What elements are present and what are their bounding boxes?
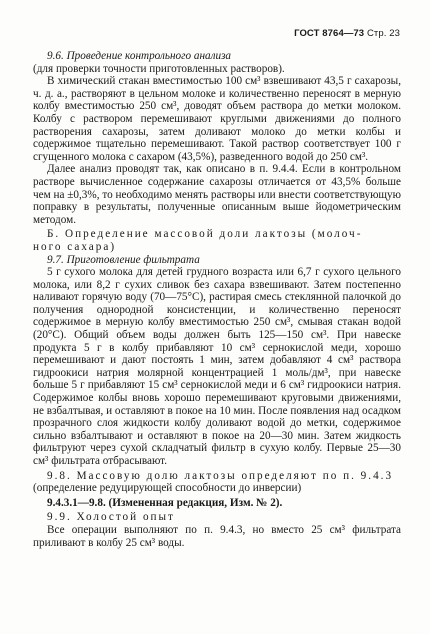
section-9-8-title: 9.8. Массовую долю лактозы определяют по п. 9.4.3 bbox=[47, 469, 394, 482]
section-9-6-title: 9.6. Проведение контрольного анализа bbox=[47, 50, 232, 62]
section-9-9-title: 9.9. Холостой опыт bbox=[47, 511, 175, 524]
section-9-8-subtitle: (определение редуцирующей способности до инверсии) bbox=[33, 482, 302, 495]
section-9-6-paragraph-2: Далее анализ проводят так, как описано в п. 9.4.4. Если в контрольном растворе вычисленное содержание сахарозы отличается от 43,5% больше чем на ±0,3%, то необходимо менять растворы или внести соответствующую поправку в результаты, полученные описанным выше йодометрическим методом. bbox=[33, 163, 401, 226]
page-number: Стр. 23 bbox=[366, 28, 400, 39]
section-b-title bbox=[33, 228, 401, 253]
section-9-7-title: 9.7. Приготовление фильтрата bbox=[47, 253, 200, 266]
section-9-7-paragraph: 5 г сухого молока для детей грудного возраста или 6,7 г сухого цельного молока, или 8,2 г сухих сливок без сахара взвешивают. Затем постепенно наливают горячую воду (70—75°С), растирая смесь стеклянной палочкой до получения однородной консистенции, и количественно переносят содержимое в мерную колбу вместимостью 250 см³, смывая стакан водой (20°С). Общий объем воды должен быть 125—150 см³. При навеске продукта 5 г в колбу прибавляют 10 см³ сернокислой меди, хорошо перемешивают и дают постоять 1 мин, затем добавляют 4 см³ раствора гидроокиси натрия молярной концентрацией 1 моль/дм³, при навеске больше 5 г прибавляют 15 см³ сернокислой меди и 6 см³ гидроокиси натрия. Содержимое колбы вновь хорошо перемешивают круговыми движениями, не взбалтывая, и оставляют в покое на 10 мин. После появления над осадком прозрачного слоя жидкости колбу доливают водой до метки, содержимое сильно взбалтывают и оставляют в покое на 20—30 мин. Затем жидкость фильтруют через сухой складчатый фильтр в сухую колбу. Первые 25—30 см³ фильтрата отбрасывают. bbox=[33, 266, 401, 467]
section-b-title-line-1: Б. Определение массовой доли лактозы (молоч- bbox=[47, 228, 363, 241]
document-body bbox=[33, 50, 401, 549]
section-9-6-subtitle: (для проверки точности приготовленных растворов). bbox=[33, 62, 285, 75]
page-header bbox=[294, 28, 400, 41]
section-9-9-paragraph: Все операции выполняют по п. 9.4.3, но вместо 25 см³ фильтрата приливают в колбу 25 см³ воды. bbox=[33, 523, 401, 549]
section-9-6-paragraph-1: В химический стакан вместимостью 100 см³ взвешивают 43,5 г сахарозы, ч. д. а., растворяют в цельном молоке и количественно переносят в мерную колбу вместимостью 250 см³, доводят объем раствора до метки молоком. Колбу с раствором перемешивают круглыми движениями до полного растворения сахарозы, затем доливают молоко до метки колбы и содержимое тщательно перемешивают. Такой раствор соответствует 100 г сгущенного молока с сахаром (43,5%), разведенного водой до 250 см³. bbox=[33, 75, 401, 163]
standard-number: ГОСТ 8764—73 bbox=[294, 28, 365, 39]
section-b-title-line-2: ного сахара) bbox=[33, 240, 117, 253]
amendment-note: 9.4.3.1—9.8. (Измененная редакция, Изм. № 2). bbox=[47, 496, 283, 509]
